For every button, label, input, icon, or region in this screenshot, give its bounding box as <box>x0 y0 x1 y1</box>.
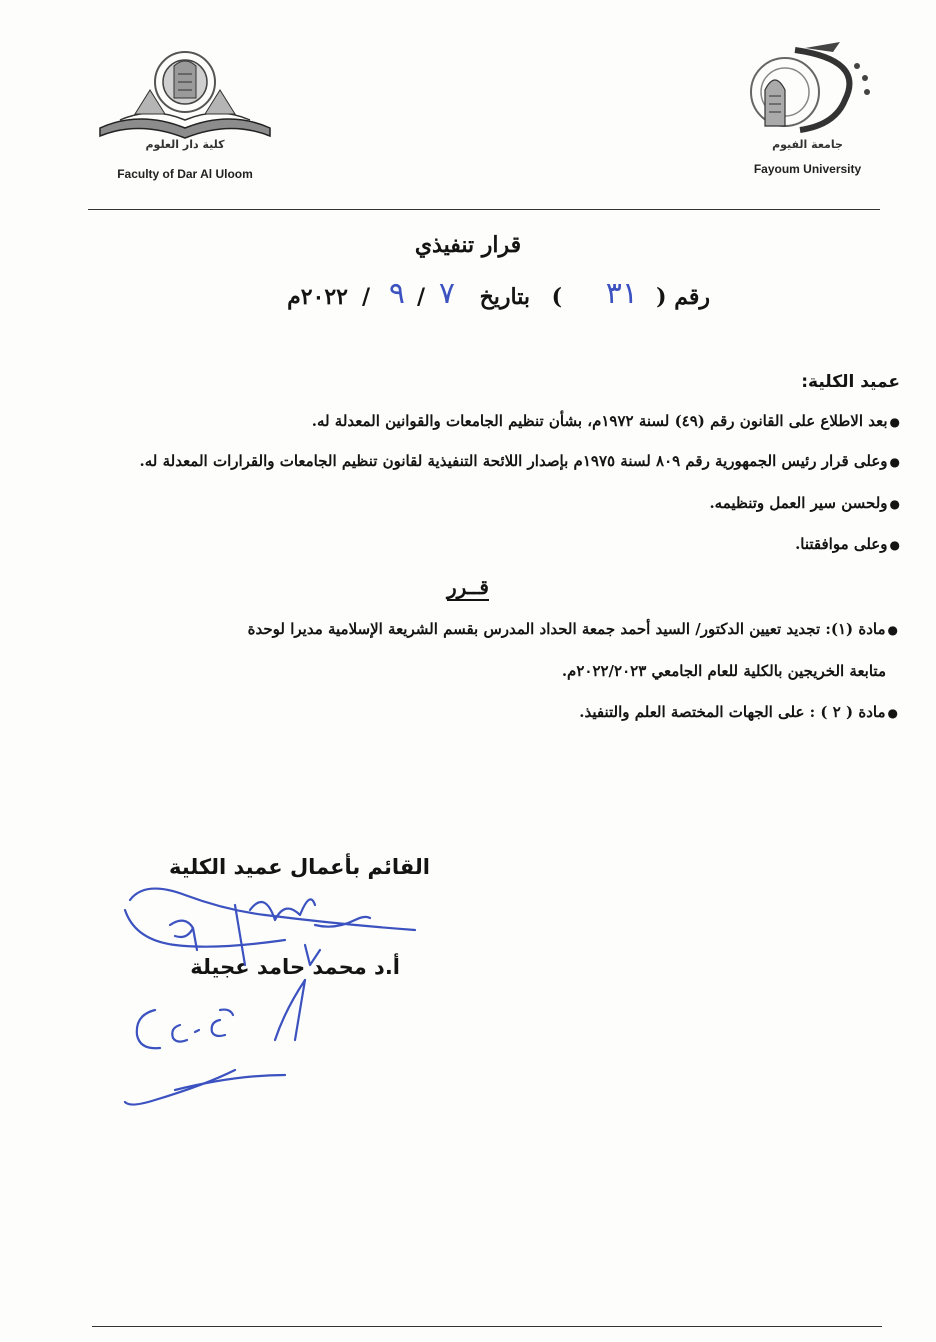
decree-number-line <box>250 276 710 320</box>
handwritten-signature-icon <box>115 870 435 1120</box>
date-label: بتاريخ <box>479 284 530 310</box>
date-year: ٢٠٢٢م <box>287 284 348 310</box>
faculty-arabic-caption: كلية دار العلوم <box>145 138 225 151</box>
faculty-english-caption: Faculty of Dar Al Uloom <box>117 167 253 181</box>
date-month: ٩ <box>388 276 405 311</box>
article-1 <box>248 620 898 638</box>
decides-heading: قــرر <box>447 575 489 599</box>
preamble-item <box>140 452 900 470</box>
article-2 <box>579 703 898 721</box>
preamble-item <box>312 412 900 430</box>
preamble-text: ولحسن سير العمل وتنظيمه. <box>709 494 888 512</box>
signatory-title: القائم بأعمال عميد الكلية <box>169 855 430 879</box>
article-1-continuation: متابعة الخريجين بالكلية للعام الجامعي ٢٠٢٢/٢٠٢٣م. <box>561 662 886 680</box>
university-emblem-icon <box>725 30 890 150</box>
article-2-text: مادة ( ٢ ) : على الجهات المختصة العلم والتنفيذ. <box>579 703 886 721</box>
header-divider <box>88 209 880 210</box>
bullet-icon: ● <box>889 415 900 429</box>
bullet-icon: ● <box>889 497 900 511</box>
preamble-text: وعلى قرار رئيس الجمهورية رقم ٨٠٩ لسنة ١٩٧٥م بإصدار اللائحة التنفيذية لقانون تنظيم الجامعات والقرارات المعدلة له. <box>139 452 888 470</box>
university-arabic-caption: جامعة الفيوم <box>772 138 843 151</box>
signatory-name: أ.د محمد حامد عجيلة <box>190 955 400 979</box>
date-separator-2: / <box>361 284 370 310</box>
decree-title: قرار تنفيذي <box>414 232 522 258</box>
decree-number-value: ٣١ <box>605 276 638 311</box>
university-logo <box>725 30 890 180</box>
bullet-icon: ● <box>887 623 898 637</box>
university-english-caption: Fayoum University <box>753 162 862 176</box>
faculty-logo <box>90 40 280 185</box>
bullet-icon: ● <box>889 538 900 552</box>
preamble-text: وعلى موافقتنا. <box>795 535 888 553</box>
preamble-text: بعد الاطلاع على القانون رقم (٤٩) لسنة ١٩٧٢م، بشأن تنظيم الجامعات والقوانين المعدلة له. <box>311 412 888 430</box>
date-day: ٧ <box>438 276 455 311</box>
article-1-text: مادة (١): تجديد تعيين الدكتور/ السيد أحمد جمعة الحداد المدرس بقسم الشريعة الإسلامية مديرا لوحدة <box>247 620 886 638</box>
bullet-icon: ● <box>889 455 900 469</box>
preamble-item <box>795 535 900 553</box>
preamble-item <box>709 494 900 512</box>
number-label: رقم ( <box>656 284 710 310</box>
bullet-icon: ● <box>887 706 898 720</box>
date-separator-1: / <box>416 284 425 310</box>
dean-heading: عميد الكلية: <box>801 372 900 392</box>
footer-divider <box>92 1326 882 1327</box>
number-close: ) <box>551 284 562 310</box>
